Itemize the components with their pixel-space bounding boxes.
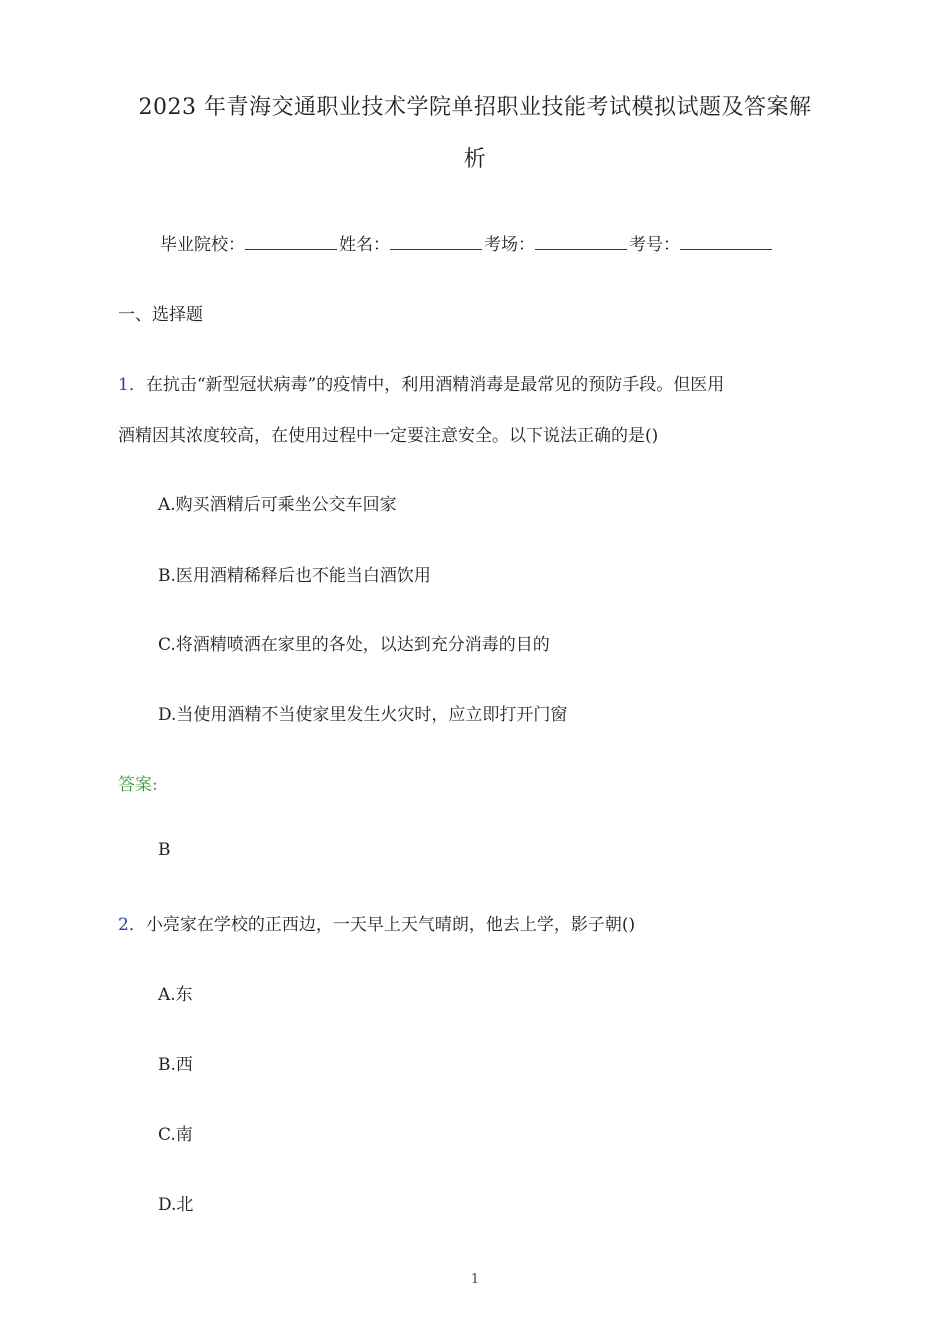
exam-number-blank [680,235,772,250]
exam-room-label: 考场： [484,235,535,255]
name-blank [390,235,482,250]
exam-number-label: 考号： [629,235,680,255]
question1-option-d: D.当使用酒精不当使家里发生火灾时，应立即打开门窗 [158,705,568,725]
page-number: 1 [470,1272,480,1287]
question1-answer-value: B [158,840,171,860]
question1-text-line2: 酒精因其浓度较高，在使用过程中一定要注意安全。以下说法正确的是() [118,426,659,446]
school-blank [245,235,337,250]
school-label: 毕业院校： [160,235,245,255]
question1-option-a: A.购买酒精后可乘坐公交车回家 [158,495,397,515]
document-title-line1: 2023 年青海交通职业技术学院单招职业技能考试模拟试题及答案解 [138,95,812,120]
section-heading: 一、选择题 [118,305,203,325]
question1-answer-label: 答案: [118,775,158,795]
question2-option-b: B.西 [158,1055,193,1075]
question2-option-c: C.南 [158,1125,193,1145]
question1-option-c: C.将酒精喷洒在家里的各处，以达到充分消毒的目的 [158,635,550,655]
exam-room-blank [535,235,627,250]
question2-number: 2． [118,915,146,935]
question1-number: 1． [118,375,146,395]
question1-text-line1 [118,370,724,395]
name-label: 姓名： [339,235,390,255]
exam-info-row [160,230,774,255]
question2-text-line1 [118,910,635,935]
question2-stem: 小亮家在学校的正西边，一天早上天气晴朗，他去上学，影子朝() [145,915,636,935]
question1-option-b: B.医用酒精稀释后也不能当白酒饮用 [158,566,431,586]
document-title-line2: 析 [463,147,487,172]
question2-option-a: A.东 [158,985,193,1005]
question2-option-d: D.北 [158,1195,194,1215]
question1-stem-part1: 在抗击“新型冠状病毒”的疫情中，利用酒精消毒是最常见的预防手段。但医用 [145,375,725,395]
